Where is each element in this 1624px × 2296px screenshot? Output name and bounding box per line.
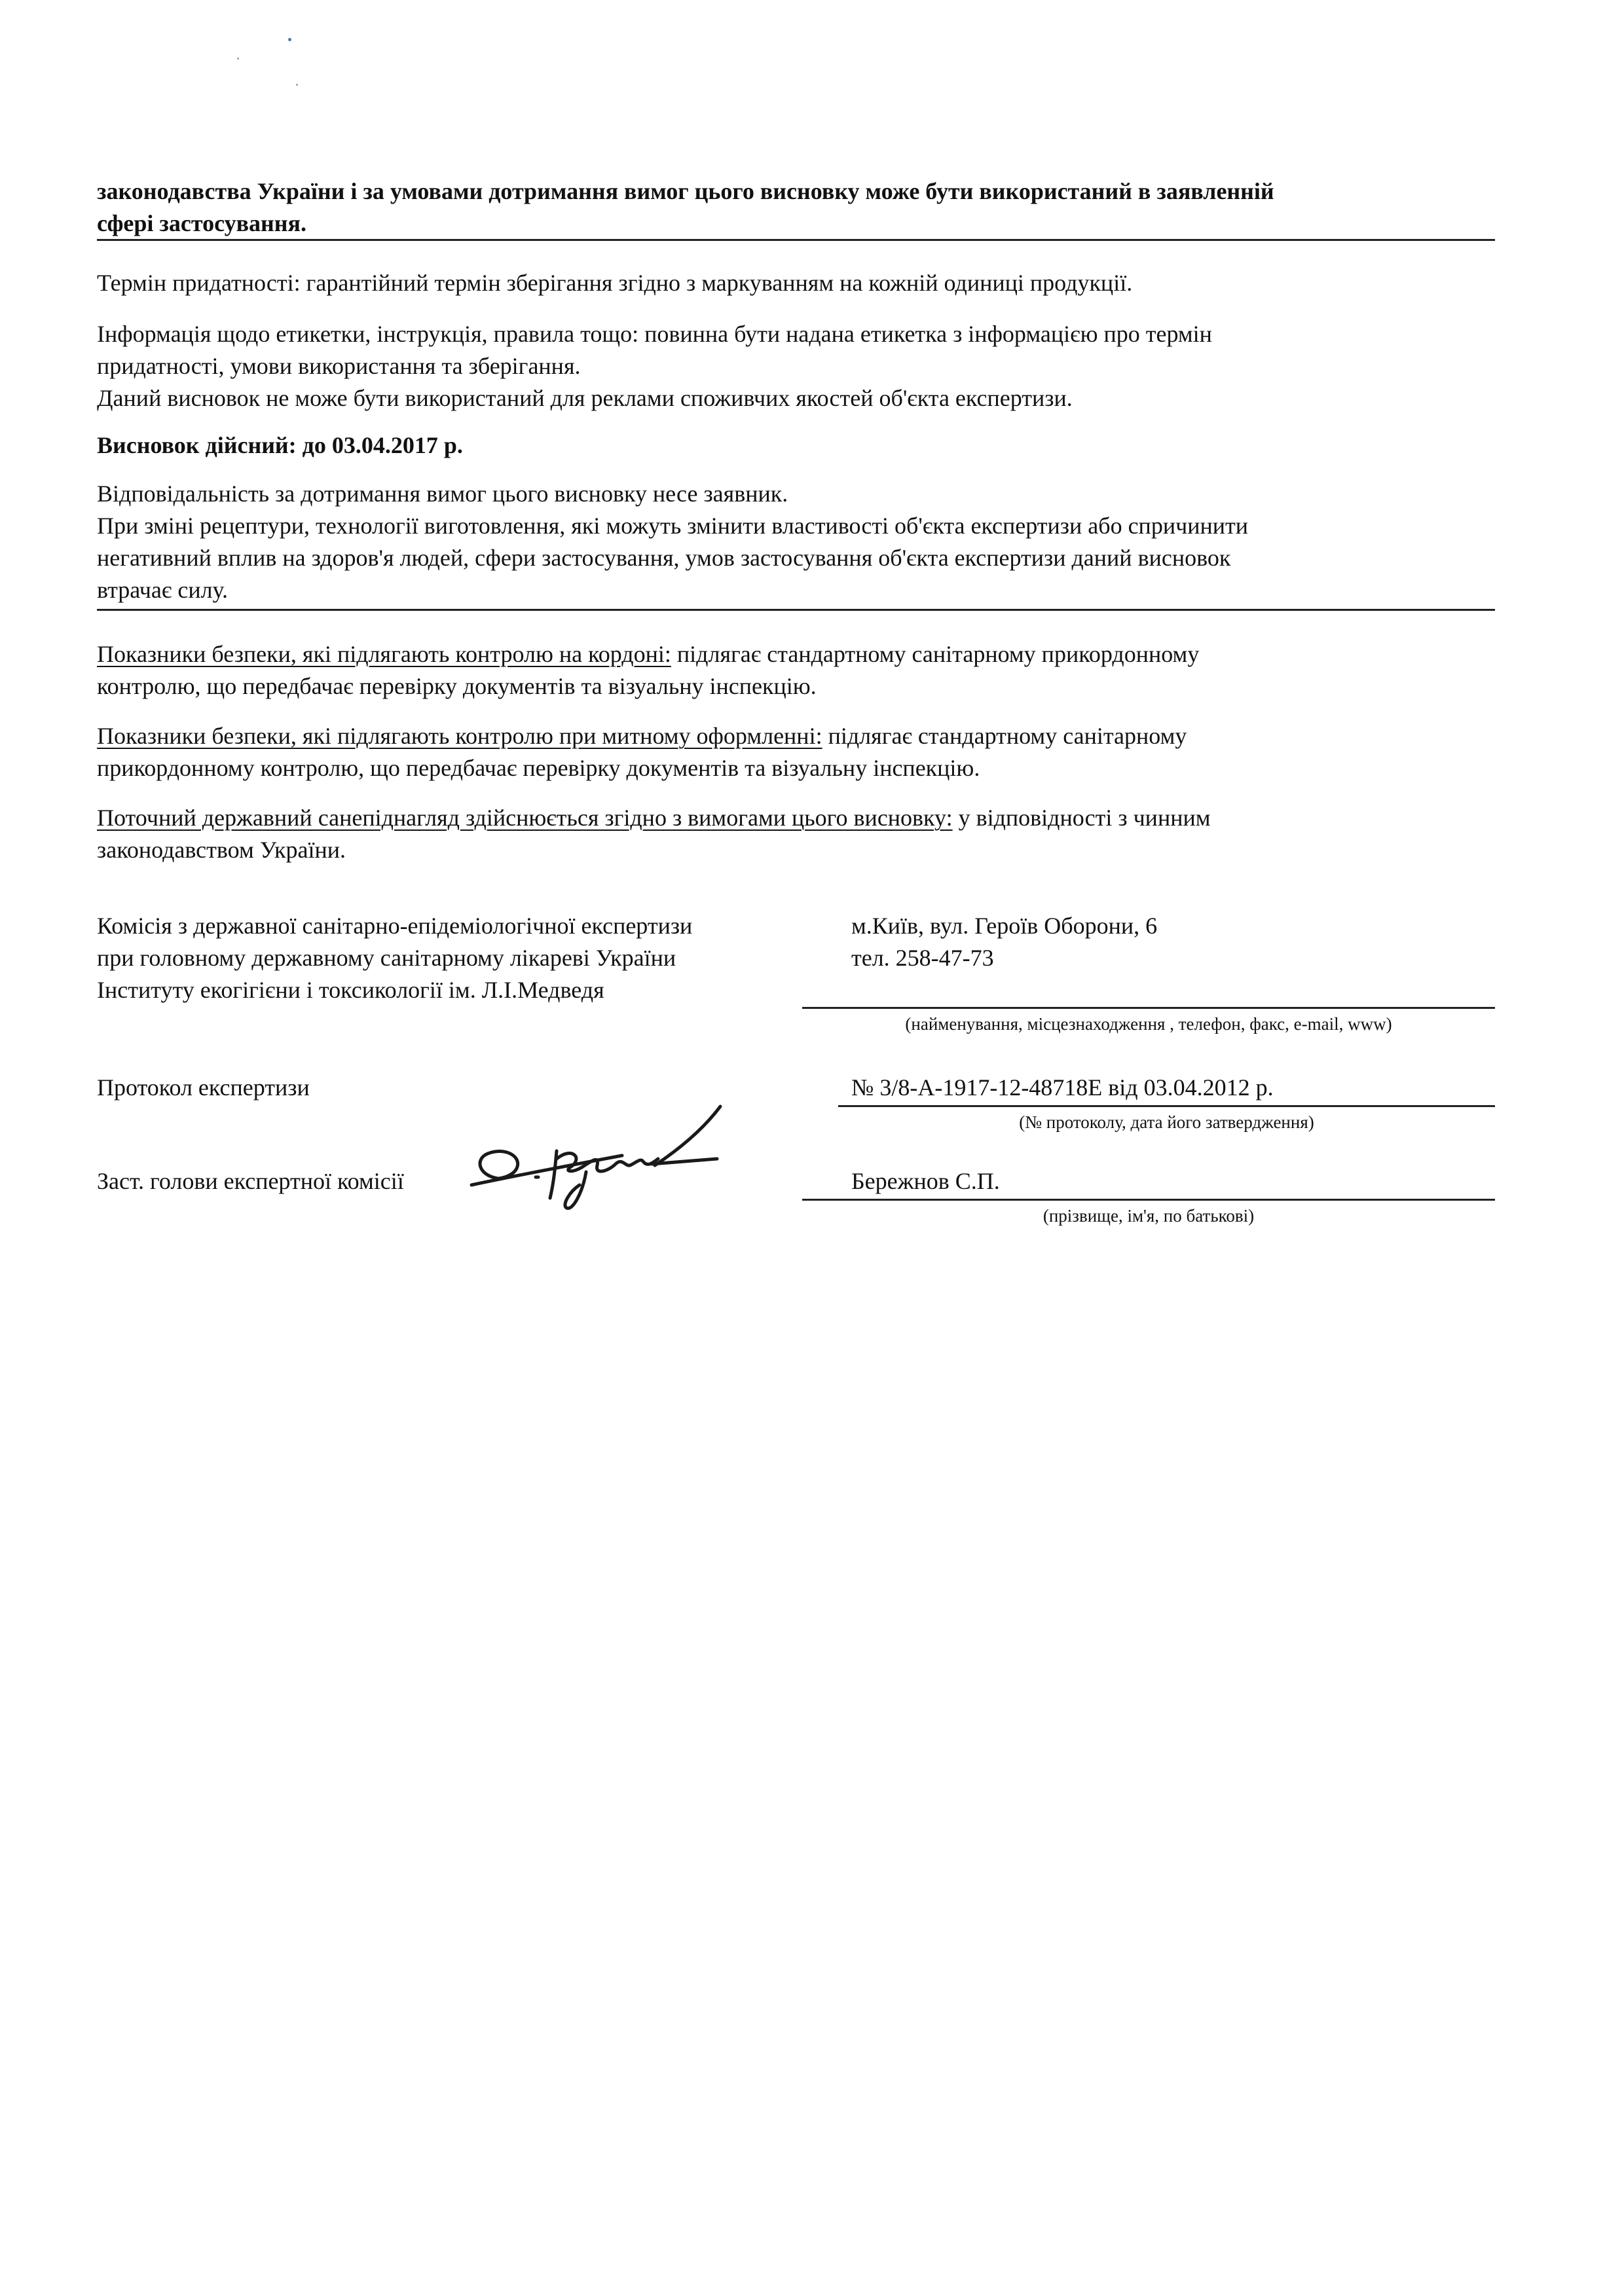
supervision-text: у відповідності з чинним (952, 805, 1211, 831)
customs-control-text: підлягає стандартному санітарному (822, 723, 1187, 749)
label-info-line: Інформація щодо етикетки, інструкція, правила тощо: повинна бути надана етикетка з інформацією про термін (97, 321, 1212, 347)
protocol-underline (838, 1105, 1495, 1107)
supervision-label: Поточний державний санепіднагляд здійснюється згідно з вимогами цього висновку: (97, 805, 953, 831)
customs-control-text: прикордонному контролю, що передбачає перевірку документів та візуальну інспекцію. (97, 755, 980, 781)
top-paragraph-line: сфері застосування. (97, 210, 306, 236)
scan-speck (237, 58, 239, 60)
responsibility-paragraph (97, 478, 1495, 606)
handwritten-signature (458, 1093, 773, 1224)
protocol-value-block (851, 1072, 1274, 1104)
validity-paragraph (97, 429, 1495, 462)
border-control-text: підлягає стандартному санітарному прикордонному (671, 641, 1200, 667)
protocol-caption: (№ протоколу, дата його затвердження) (1019, 1112, 1314, 1132)
expiry-text: Термін придатності: гарантійний термін зберігання згідно з маркуванням на кожній одиниці продукції. (97, 270, 1133, 296)
supervision-text: законодавством України. (97, 837, 346, 863)
top-paragraph-line: законодавства України і за умовами дотримання вимог цього висновку може бути використаний в заявленній (97, 178, 1274, 204)
validity-text: Висновок дійсний: до 03.04.2017 р. (97, 432, 463, 458)
border-control-text: контролю, що передбачає перевірку документів та візуальну інспекцію. (97, 673, 817, 699)
signatory-name-block (851, 1165, 1000, 1197)
commission-contacts (851, 910, 1157, 974)
supervision-line (97, 802, 1495, 834)
signatory-label: Заст. голови експертної комісії (97, 1168, 404, 1194)
border-control-line (97, 638, 1495, 670)
label-info-paragraph (97, 318, 1495, 414)
commission-address: м.Київ, вул. Героїв Оборони, 6 (851, 913, 1158, 939)
commission-phone: тел. 258-47-73 (851, 945, 994, 971)
border-control-label: Показники безпеки, які підлягають контролю на кордоні: (97, 641, 671, 667)
signatory-caption: (прізвище, ім'я, по батькові) (1043, 1206, 1255, 1226)
scan-speck (288, 38, 291, 41)
signatory-name: Бережнов С.П. (851, 1168, 1000, 1194)
responsibility-line: При зміні рецептури, технології виготовлення, які можуть змінити властивості об'єкта експертизи або спричинити (97, 513, 1248, 539)
border-control-paragraph (97, 638, 1495, 702)
commission-name (97, 910, 837, 1006)
section-divider (97, 239, 1495, 241)
expiry-paragraph (97, 267, 1495, 299)
customs-control-label: Показники безпеки, які підлягають контролю при митному оформленні: (97, 723, 822, 749)
responsibility-line: негативний вплив на здоров'я людей, сфери застосування, умов застосування об'єкта експертизи даний висновок (97, 545, 1231, 571)
responsibility-line: втрачає силу. (97, 577, 228, 603)
commission-underline (802, 1007, 1495, 1009)
label-info-line: придатності, умови використання та зберігання. (97, 353, 581, 379)
commission-caption: (найменування, місцезнаходження , телефон, факс, e-mail, www) (905, 1014, 1392, 1034)
commission-line: Комісія з державної санітарно-епідеміологічної експертизи (97, 913, 693, 939)
top-paragraph (97, 175, 1495, 240)
scan-speck (296, 84, 298, 86)
commission-line: при головному державному санітарному лікареві України (97, 945, 676, 971)
label-info-line: Даний висновок не може бути використаний для реклами споживчих якостей об'єкта експертизи. (97, 385, 1073, 411)
protocol-label: Протокол експертизи (97, 1074, 310, 1101)
supervision-paragraph (97, 802, 1495, 866)
customs-control-line (97, 720, 1495, 752)
section-divider (97, 609, 1495, 611)
protocol-value: № 3/8-А-1917-12-48718Е від 03.04.2012 р. (851, 1074, 1274, 1101)
commission-line: Інституту екогігієни і токсикології ім. Л.І.Медведя (97, 977, 604, 1003)
signatory-underline (802, 1199, 1495, 1201)
customs-control-paragraph (97, 720, 1495, 784)
responsibility-line: Відповідальність за дотримання вимог цього висновку несе заявник. (97, 481, 788, 507)
